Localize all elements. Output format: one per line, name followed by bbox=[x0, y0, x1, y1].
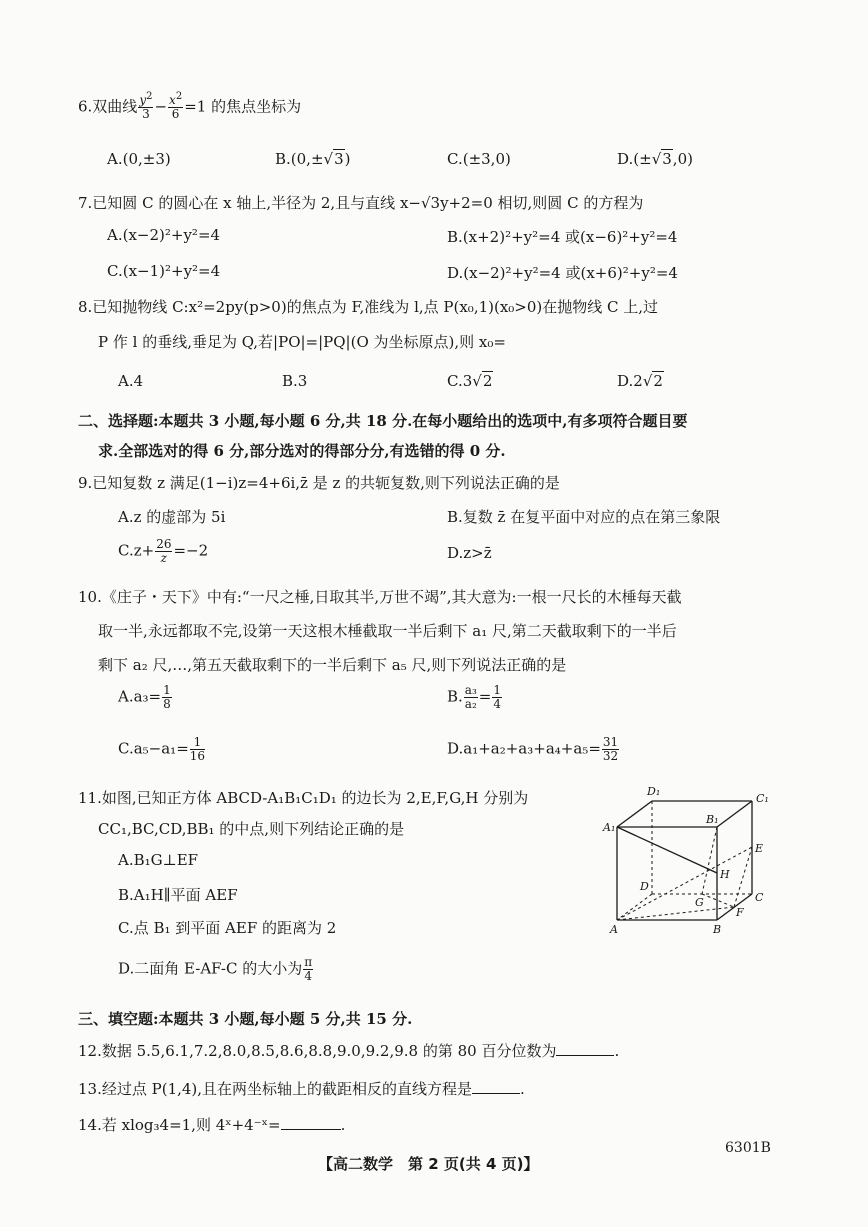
q11-option-b: B.A₁H∥平面 AEF bbox=[118, 886, 238, 904]
label-a1: A₁ bbox=[603, 821, 616, 834]
q8-option-b: B.3 bbox=[282, 372, 308, 390]
question-11-line-1: 11.如图,已知正方体 ABCD-A₁B₁C₁D₁ 的边长为 2,E,F,G,H 分别为 bbox=[78, 789, 529, 807]
question-12: 12.数据 5.5,6.1,7.2,8.0,8.5,8.6,8.8,9.0,9.2,9.8 的第 80 百分位数为 . bbox=[78, 1042, 620, 1060]
label-e: E bbox=[755, 842, 764, 855]
q9-option-a: A.z 的虚部为 5i bbox=[118, 508, 226, 526]
q9-option-d: D.z>z̄ bbox=[447, 544, 492, 562]
question-6-stem: 6.双曲线 $\frac{y^2}{3}$ − $\frac{x^2}{6}$ =1 的焦点坐标为 bbox=[78, 91, 302, 121]
q6-fraction-2: $\frac{x^2}{6}$ bbox=[169, 91, 183, 121]
q11-option-c: C.点 B₁ 到平面 AEF 的距离为 2 bbox=[118, 919, 337, 937]
q9-option-b: B.复数 z̄ 在复平面中对应的点在第三象限 bbox=[447, 508, 721, 526]
question-10-line-1: 10.《庄子・天下》中有:“一尺之棰,日取其半,万世不竭”,其大意为:一根一尺长的木棰每天截 bbox=[78, 588, 682, 606]
q11-option-a: A.B₁G⊥EF bbox=[118, 851, 199, 869]
edge-a-d bbox=[617, 894, 652, 920]
q6-stem-suffix: =1 的焦点坐标为 bbox=[184, 97, 302, 116]
label-c1: C₁ bbox=[756, 792, 769, 805]
question-10-line-2: 取一半,永远都取不完,设第一天这根木棰截取一半后剩下 a₁ 尺,第二天截取剩下的一半后 bbox=[98, 622, 677, 640]
label-h: H bbox=[720, 868, 730, 881]
q9-option-c: C.z+ $\frac{26}{z}$ =−2 bbox=[118, 537, 209, 565]
q14-answer-blank[interactable] bbox=[281, 1115, 341, 1130]
q10-option-d: D.a₁+a₂+a₃+a₄+a₅= $\frac{31}{32}$ bbox=[447, 735, 619, 763]
q7-option-d: D.(x−2)²+y²=4 或(x+6)²+y²=4 bbox=[447, 264, 678, 282]
label-d: D bbox=[640, 880, 649, 893]
question-10-line-3: 剩下 a₂ 尺,…,第五天截取剩下的一半后剩下 a₅ 尺,则下列说法正确的是 bbox=[98, 656, 567, 674]
q8-option-c: C.3√2 bbox=[447, 372, 493, 390]
q10-option-b: B. $\frac{\text{a₃}}{\text{a₂}}$ = $\frac{1}{4}$ bbox=[447, 683, 501, 711]
label-b1: B₁ bbox=[706, 813, 719, 826]
question-14: 14.若 xlog₃4=1,则 4ˣ+4⁻ˣ= . bbox=[78, 1116, 346, 1134]
q12-answer-blank[interactable] bbox=[556, 1041, 614, 1056]
question-9-stem: 9.已知复数 z 满足(1−i)z=4+6i,z̄ 是 z 的共轭复数,则下列说法正确的是 bbox=[78, 474, 560, 492]
section-2-heading-line-1: 二、选择题:本题共 3 小题,每小题 6 分,共 18 分.在每小题给出的选项中,有多项符合题目要 bbox=[78, 412, 688, 430]
label-a: A bbox=[610, 923, 618, 936]
q13-answer-blank[interactable] bbox=[472, 1079, 520, 1094]
segment-a1-h bbox=[617, 827, 717, 873]
edge-b1-c1 bbox=[717, 801, 752, 827]
q8-option-a: A.4 bbox=[118, 372, 144, 390]
label-g: G bbox=[695, 896, 704, 909]
section-2-heading-line-2: 求.全部选对的得 6 分,部分选对的得部分分,有选错的得 0 分. bbox=[98, 442, 506, 460]
edge-d1-a1 bbox=[617, 801, 652, 827]
q6-stem-prefix: 6.双曲线 bbox=[78, 97, 138, 116]
label-c: C bbox=[755, 891, 764, 904]
q6-option-c: C.(±3,0) bbox=[447, 150, 511, 168]
q6-option-d: D.(±√3,0) bbox=[617, 150, 693, 168]
question-11-line-2: CC₁,BC,CD,BB₁ 的中点,则下列结论正确的是 bbox=[98, 820, 405, 838]
segment-b1-g bbox=[702, 827, 717, 894]
label-f: F bbox=[736, 906, 744, 919]
question-8-line-1: 8.已知抛物线 C:x²=2py(p>0)的焦点为 F,准线为 l,点 P(x₀,1)(x₀>0)在抛物线 C 上,过 bbox=[78, 298, 659, 316]
q8-option-d: D.2√2 bbox=[617, 372, 663, 390]
segment-g-f bbox=[702, 894, 734, 907]
q7-option-a: A.(x−2)²+y²=4 bbox=[107, 226, 221, 244]
q6-fraction-1: $\frac{y^2}{3}$ bbox=[139, 91, 153, 121]
q11-option-d: D.二面角 E-AF-C 的大小为 $\frac{\pi}{4}$ bbox=[118, 955, 313, 983]
cube-figure bbox=[600, 780, 790, 940]
q6-option-a: A.(0,±3) bbox=[107, 150, 171, 168]
label-b: B bbox=[713, 923, 722, 936]
question-7-stem: 7.已知圆 C 的圆心在 x 轴上,半径为 2,且与直线 x−√3y+2=0 相切,则圆 C 的方程为 bbox=[78, 194, 644, 212]
q10-option-a: A.a₃= $\frac{1}{8}$ bbox=[118, 683, 171, 711]
q10-option-c: C.a₅−a₁= $\frac{1}{16}$ bbox=[118, 735, 206, 763]
section-3-heading: 三、填空题:本题共 3 小题,每小题 5 分,共 15 分. bbox=[78, 1010, 413, 1028]
question-13: 13.经过点 P(1,4),且在两坐标轴上的截距相反的直线方程是 . bbox=[78, 1080, 525, 1098]
page-footer: 【高二数学 第 2 页(共 4 页)】 bbox=[318, 1155, 539, 1173]
q7-option-c: C.(x−1)²+y²=4 bbox=[107, 262, 221, 280]
question-8-line-2: P 作 l 的垂线,垂足为 Q,若|PO|=|PQ|(O 为坐标原点),则 x₀= bbox=[98, 333, 506, 351]
q6-option-b: B.(0,±√3) bbox=[275, 150, 351, 168]
label-d1: D₁ bbox=[647, 785, 661, 798]
segment-f-e bbox=[734, 847, 752, 907]
paper-code: 6301B bbox=[725, 1140, 771, 1156]
q7-option-b: B.(x+2)²+y²=4 或(x−6)²+y²=4 bbox=[447, 228, 678, 246]
